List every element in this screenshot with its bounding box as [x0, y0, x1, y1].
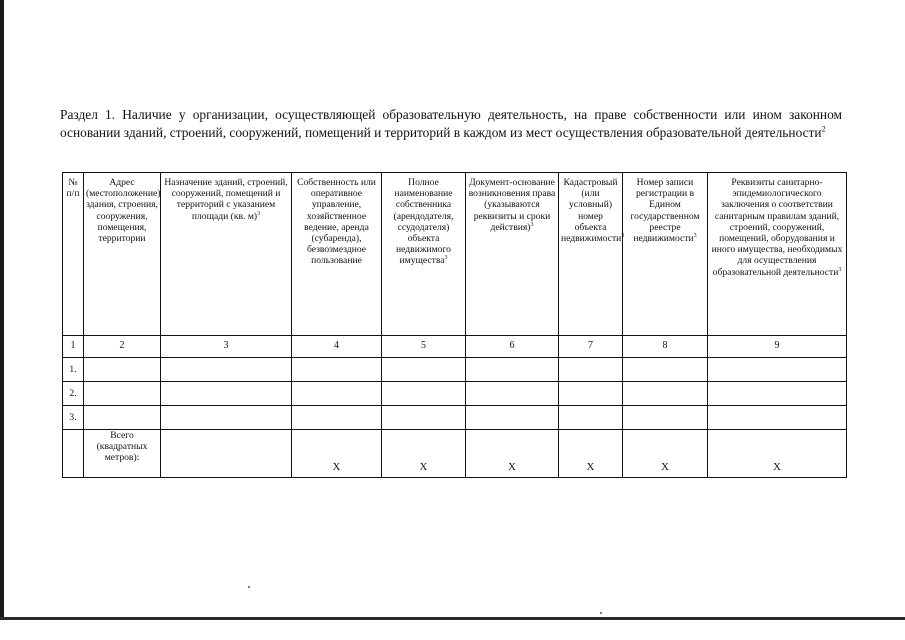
empty-cell: [623, 357, 708, 381]
empty-cell: [84, 381, 161, 405]
column-number: 3: [161, 335, 292, 357]
x-mark: Х: [559, 429, 623, 477]
column-number: 6: [466, 335, 559, 357]
empty-cell: [559, 405, 623, 429]
column-number: 4: [292, 335, 382, 357]
empty-cell: [559, 381, 623, 405]
empty-cell: [84, 405, 161, 429]
header-cell-registry-record: Номер записи регистрации в Едином государственном реестре недвижимости$^3$: [623, 173, 708, 336]
empty-cell: [466, 357, 559, 381]
empty-cell: [708, 357, 847, 381]
column-number: 1: [63, 335, 84, 357]
section-heading: [60, 106, 842, 142]
header-cell-number: № п/п: [63, 173, 84, 336]
scan-speck: [600, 612, 602, 614]
premises-table: [62, 172, 847, 478]
header-cell-basis-document: Документ-основание возникновения права (указываются реквизиты и сроки действия)$^3$: [466, 173, 559, 336]
table-row: [63, 405, 847, 429]
section-heading-text: Раздел 1. Наличие у организации, осуществляющей образовательную деятельность, на праве собственности или ином законном основании зданий, строений, сооружений, помещений и территорий в каждом из мест осуществления образовательной деятельности: [60, 107, 842, 140]
empty-cell: [84, 357, 161, 381]
header-cell-sanitary-conclusion: Реквизиты санитарно-эпидемиологического заключения о соответствии санитарным правилам зданий, строений, сооружений, помещений, оборудования и иного имущества, необходимых для осуществления образовательной деятельности$^3$: [708, 173, 847, 336]
empty-cell: [292, 357, 382, 381]
header-cell-address: Адрес (местоположение) здания, строения, сооружения, помещения, территории: [84, 173, 161, 336]
empty-cell: [161, 405, 292, 429]
table-row: [63, 381, 847, 405]
total-area-cell: [161, 429, 292, 477]
empty-cell: [623, 381, 708, 405]
header-cell-owner-name: Полное наименование собственника (арендодателя, ссудодателя) объекта недвижимого имущества$^3$: [382, 173, 466, 336]
empty-cell: [466, 405, 559, 429]
empty-cell: [63, 429, 84, 477]
empty-cell: [161, 381, 292, 405]
table-header-row: [63, 173, 847, 336]
column-number: 7: [559, 335, 623, 357]
empty-cell: [623, 405, 708, 429]
column-number-row: [63, 335, 847, 357]
empty-cell: [708, 405, 847, 429]
empty-cell: [382, 405, 466, 429]
scan-speck: [248, 586, 250, 588]
column-number: 5: [382, 335, 466, 357]
header-cell-cadastral-number: Кадастровый (или условный) номер объекта недвижимости$^3$: [559, 173, 623, 336]
x-mark: Х: [382, 429, 466, 477]
x-mark: Х: [623, 429, 708, 477]
total-label: Всего (квадратных метров):: [84, 429, 161, 477]
empty-cell: [382, 357, 466, 381]
header-cell-ownership: Собственность или оперативное управление, хозяйственное ведение, аренда (субаренда), безвозмездное пользование: [292, 173, 382, 336]
x-mark: Х: [292, 429, 382, 477]
table-row: [63, 357, 847, 381]
column-number: 8: [623, 335, 708, 357]
x-mark: Х: [466, 429, 559, 477]
empty-cell: [382, 381, 466, 405]
scan-edge-bottom: [0, 617, 905, 620]
column-number: 2: [84, 335, 161, 357]
empty-cell: [292, 405, 382, 429]
column-number: 9: [708, 335, 847, 357]
x-mark: Х: [708, 429, 847, 477]
row-number: 2.: [63, 381, 84, 405]
header-cell-purpose: Назначение зданий, строений, сооружений, помещений и территорий с указанием площади (кв. м)$^3$: [161, 173, 292, 336]
empty-cell: [161, 357, 292, 381]
row-number: 3.: [63, 405, 84, 429]
empty-cell: [466, 381, 559, 405]
empty-cell: [559, 357, 623, 381]
row-number: 1.: [63, 357, 84, 381]
empty-cell: [708, 381, 847, 405]
heading-footnote-mark: 2: [821, 124, 826, 134]
empty-cell: [292, 381, 382, 405]
total-row: [63, 429, 847, 477]
scan-edge-left: [0, 0, 4, 619]
